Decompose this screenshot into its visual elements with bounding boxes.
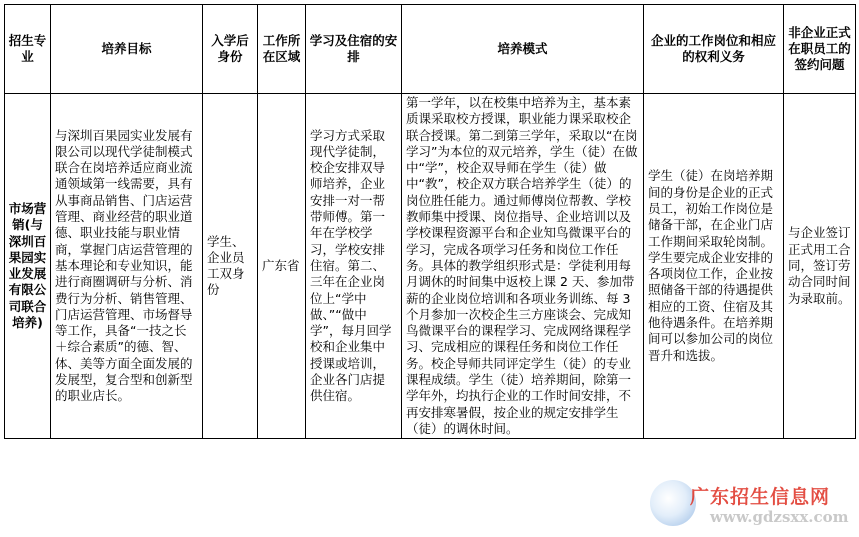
cell-mode: 第一学年，以在校集中培养为主，基本素质课采取校方授课，职业能力课采取校企联合授课。第二到第三学年，采取以“在岗学习”为本位的双元培养，学生（徒）在做中“学”，校企双导师在学生（徒）做中“教”，校企双方联合培养学生（徒）的岗位胜任能力。通过师傅岗位帮教、学校教师集中授课、岗位指导、企业培训以及学校课程资源平台和企业知鸟微课平台的学习，完成各项学习任务和岗位工作任务。具体的教学组织形式是：学徒利用每月调休的时间集中返校上课 2 天、参加带薪的企业岗位培训和各项业务训练、每 3 个月参加一次校企生三方座谈会、完成知鸟微课平台的课程学习、完成网络课程学习、完成相应的课程任务和岗位工作任务。校企导师共同评定学生（徒）的专业课程成绩。学生（徒）培养期间，除第一学年外，均执行企业的工作时间安排，不再安排寒暑假，按企业的规定安排学生（徒）的调休时间。 [402,94,644,439]
enrollment-table [4,4,856,439]
watermark-url: www.gdzsxx.com [710,508,849,526]
header-identity: 入学后身份 [203,5,258,94]
cell-major: 市场营销(与深圳百果园实业发展有限公司联合培养) [5,94,51,439]
header-contract: 非企业正式在职员工的签约问题 [784,5,856,94]
cell-arrangement: 学习方式采取现代学徒制，校企安排双导师培养，企业安排一对一帮带师傅。第一年在学校学习，学校安排住宿。第二、三年在企业岗位上“学中做、”“做中学”，每月回学校和企业集中授课或培训，企业各门店提供住宿。 [306,94,402,439]
watermark-title: 广东招生信息网 [690,486,831,508]
header-region: 工作所在区域 [258,5,306,94]
table-row [5,94,856,439]
cell-contract: 与企业签订正式用工合同，签订劳动合同时间为录取前。 [784,94,856,439]
header-major: 招生专业 [5,5,51,94]
header-row [5,5,856,94]
cell-goal: 与深圳百果园实业发展有限公司以现代学徒制模式联合在岗培养适应商业流通领域第一线需要，具有从事商品销售、门店运营管理、商业经营的职业道德、职业技能与职业情商，掌握门店运营管理的基本理论和专业知识，能进行商圈调研与分析、消费行为分析、销售管理、门店运营管理、市场督导等工作，具备“一技之长＋综合素质”的德、智、体、美等方面全面发展的发展型，复合型和创新型的职业店长。 [51,94,203,439]
cell-region: 广东省 [258,94,306,439]
cell-identity: 学生、企业员工双身份 [203,94,258,439]
site-watermark [650,478,855,534]
header-goal: 培养目标 [51,5,203,94]
header-mode: 培养模式 [402,5,644,94]
header-rights: 企业的工作岗位和相应的权利义务 [644,5,784,94]
header-arrangement: 学习及住宿的安排 [306,5,402,94]
cell-rights: 学生（徒）在岗培养期间的身份是企业的正式员工，初始工作岗位是储备干部，在企业门店工作期间采取轮岗制。学生要完成企业安排的各项岗位工作，企业按照储备干部的待遇提供相应的工资、住宿及其他待遇条件。在培养期间可以参加公司的岗位晋升和选拔。 [644,94,784,439]
